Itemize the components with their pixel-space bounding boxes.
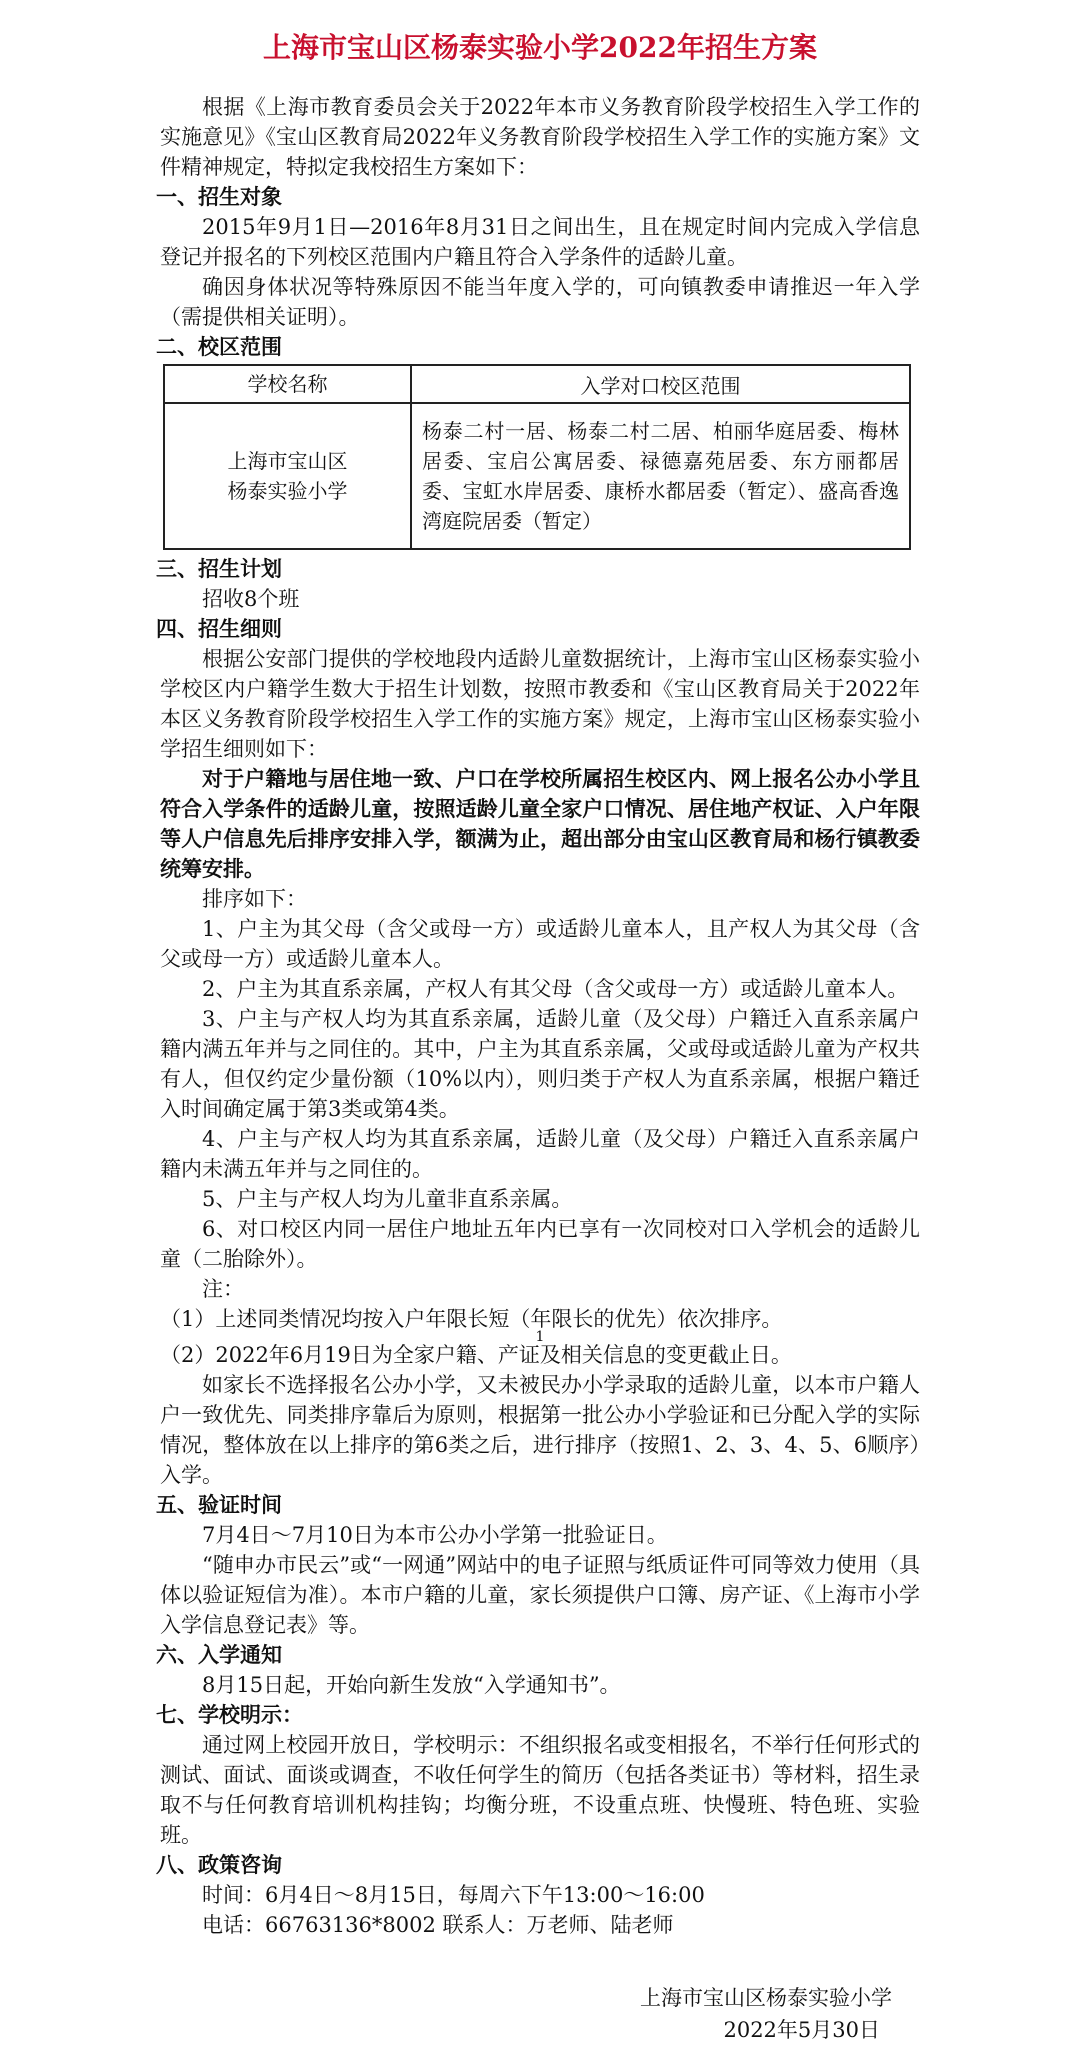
table-cell-district-scope: 杨泰二村一居、杨泰二村二居、柏丽华庭居委、梅林居委、宝启公寓居委、禄德嘉苑居委、东方丽都居委、宝虹水岸居委、康桥水都居委（暂定）、盛高香逸湾庭院居委（暂定） (411, 403, 910, 549)
order-item-2: 2、户主为其直系亲属，产权人有其父母（含父或母一方）或适龄儿童本人。 (202, 977, 909, 1001)
school-name-line-1: 上海市宝山区 (227, 449, 348, 473)
signature-date: 2022年5月30日 (723, 2018, 880, 2042)
section-heading-enrollment-rules: 四、招生细则 (156, 616, 282, 641)
table-header-district-scope: 入学对口校区范围 (411, 365, 910, 403)
table-header-row (164, 365, 910, 403)
rules-intro-paragraph: 根据公安部门提供的学校地段内适龄儿童数据统计，上海市宝山区杨泰实验小学校区内户籍学生数大于招生计划数，按照市教委和《宝山区教育局关于2022年本区义务教育阶段学校招生入学工作的实施方案》规定，上海市宝山区杨泰实验小学招生细则如下： (160, 647, 920, 761)
note-2: （2）2022年6月19日为全家户籍、产证及相关信息的变更截止日。 (160, 1343, 792, 1367)
verification-documents-paragraph: “随申办市民云”或“一网通”网站中的电子证照与纸质证件可同等效力使用（具体以验证短信为准）。本市户籍的儿童，家长须提供户口簿、房产证、《上海市小学入学信息登记表》等。 (160, 1553, 920, 1637)
table-header-school-name: 学校名称 (164, 365, 411, 403)
order-item-1: 1、户主为其父母（含父或母一方）或适龄儿童本人，且产权人为其父母（含父或母一方）或适龄儿童本人。 (160, 917, 920, 971)
school-name-line-2: 杨泰实验小学 (227, 479, 348, 503)
note-1: （1）上述同类情况均按入户年限长短（年限长的优先）依次排序。 (160, 1307, 783, 1331)
section-heading-school-statement: 七、学校明示： (156, 1702, 303, 1727)
table-cell-school-name (164, 403, 411, 549)
order-item-5: 5、户主与产权人均为儿童非直系亲属。 (202, 1187, 573, 1211)
note-label: 注： (202, 1277, 244, 1301)
section-heading-school-district: 二、校区范围 (156, 334, 282, 359)
section-heading-policy-consultation: 八、政策咨询 (156, 1852, 282, 1877)
section-heading-enrollment-plan: 三、招生计划 (156, 556, 282, 581)
section-heading-verification-time: 五、验证时间 (156, 1492, 282, 1517)
intro-paragraph: 根据《上海市教育委员会关于2022年本市义务教育阶段学校招生入学工作的实施意见》《宝山区教育局2022年义务教育阶段学校招生入学工作的实施方案》文件精神规定，特拟定我校招生方案如下： (160, 95, 920, 179)
enrollment-plan-paragraph: 招收8个班 (202, 587, 300, 611)
section-heading-enrollment-target: 一、招生对象 (156, 184, 282, 209)
school-statement-paragraph: 通过网上校园开放日，学校明示：不组织报名或变相报名，不举行任何形式的测试、面试、面谈或调查，不收任何学生的简历（包括各类证书）等材料，招生录取不与任何教育培训机构挂钩；均衡分班，不设重点班、快慢班、特色班、实验班。 (160, 1733, 920, 1847)
document-title: 上海市宝山区杨泰实验小学2022年招生方案 (263, 31, 817, 64)
consultation-time: 时间：6月4日～8月15日，每周六下午13:00～16:00 (202, 1883, 705, 1907)
verification-date-paragraph: 7月4日～7月10日为本市公办小学第一批验证日。 (202, 1523, 668, 1547)
page-number: 1 (535, 1329, 545, 1345)
order-item-3: 3、户主与产权人均为其直系亲属，适龄儿童（及父母）户籍迁入直系亲属户籍内满五年并与之同住的。其中，户主为其直系亲属，父或母或适龄儿童为产权共有人，但仅约定少量份额（10%以内），则归类于产权人为直系亲属，根据户籍迁入时间确定属于第3类或第4类。 (160, 1007, 920, 1121)
order-label: 排序如下： (202, 887, 307, 911)
document-page (156, 26, 920, 2046)
order-item-4: 4、户主与产权人均为其直系亲属，适龄儿童（及父母）户籍迁入直系亲属户籍内未满五年并与之同住的。 (160, 1127, 920, 1181)
enrollment-target-paragraph: 2015年9月1日—2016年8月31日之间出生，且在规定时间内完成入学信息登记并报名的下列校区范围内户籍且符合入学条件的适龄儿童。 (160, 215, 920, 269)
private-school-paragraph: 如家长不选择报名公办小学，又未被民办小学录取的适龄儿童，以本市户籍人户一致优先、同类排序靠后为原则，根据第一批公办小学验证和已分配入学的实际情况，整体放在以上排序的第6类之后，进行排序（按照1、2、3、4、5、6顺序）入学。 (160, 1373, 920, 1487)
rules-bold-paragraph: 对于户籍地与居住地一致、户口在学校所属招生校区内、网上报名公办小学且符合入学条件的适龄儿童，按照适龄儿童全家户口情况、居住地产权证、入户年限等人户信息先后排序安排入学，额满为止，超出部分由宝山区教育局和杨行镇教委统筹安排。 (160, 766, 920, 881)
section-heading-admission-notice: 六、入学通知 (156, 1642, 282, 1667)
consultation-phone: 电话：66763136*8002 联系人：万老师、陆老师 (202, 1913, 674, 1937)
deferral-paragraph: 确因身体状况等特殊原因不能当年度入学的，可向镇教委申请推迟一年入学（需提供相关证明）。 (160, 275, 920, 329)
order-item-6: 6、对口校区内同一居住户地址五年内已享有一次同校对口入学机会的适龄儿童（二胎除外）。 (160, 1217, 920, 1271)
signature-block (160, 1982, 920, 2046)
admission-notice-paragraph: 8月15日起，开始向新生发放“入学通知书”。 (202, 1673, 621, 1697)
school-district-table (163, 364, 911, 550)
table-row (164, 403, 910, 549)
signature-org: 上海市宝山区杨泰实验小学 (640, 1986, 892, 2010)
